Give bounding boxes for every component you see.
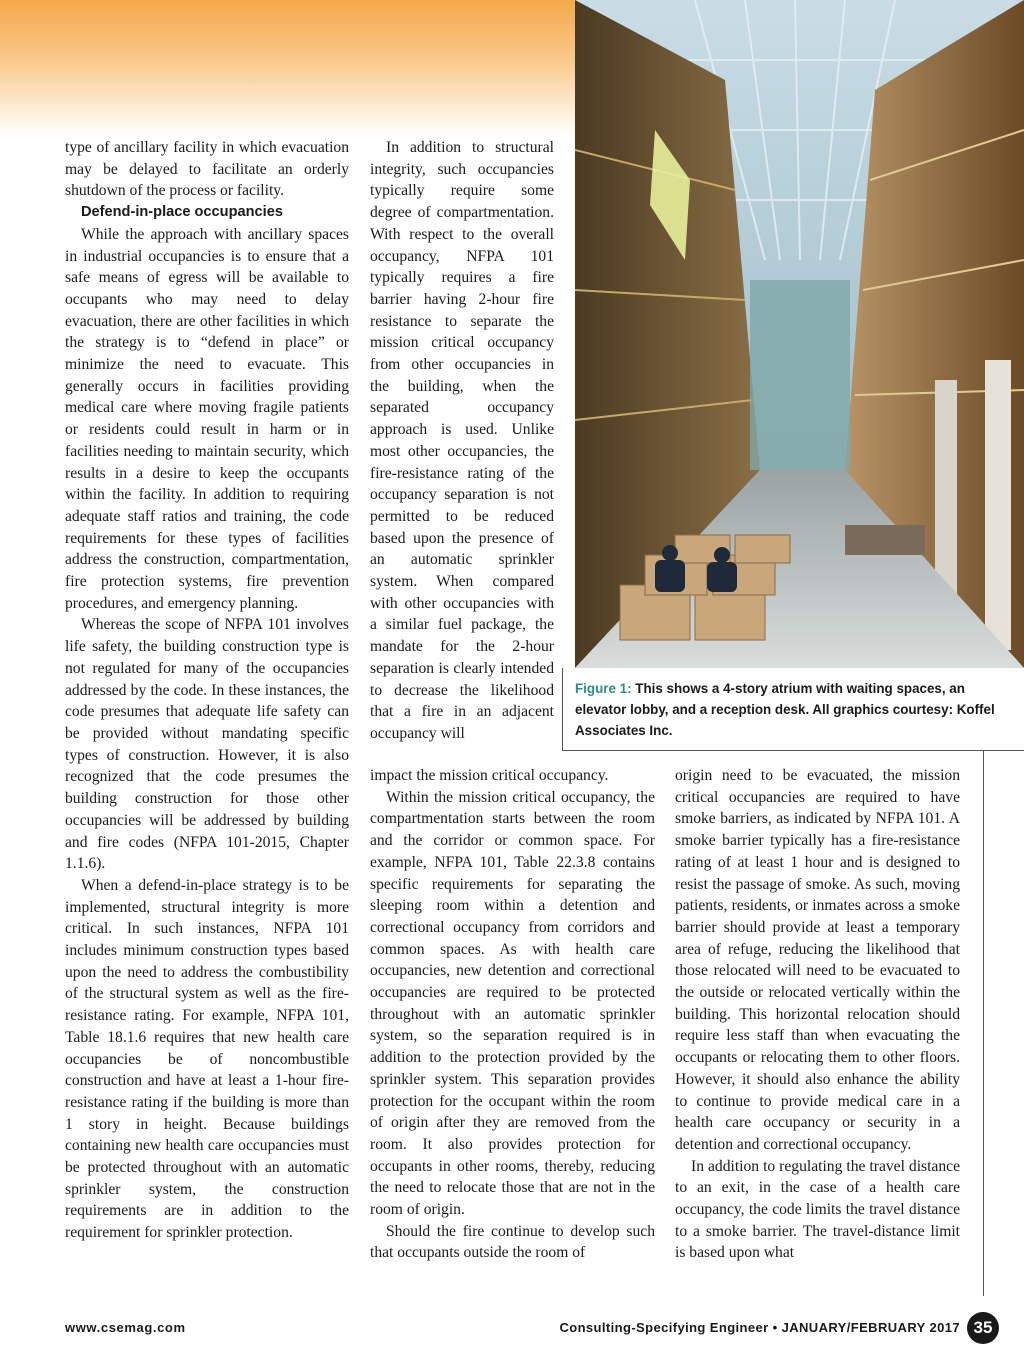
- article-column-3: [675, 765, 960, 1264]
- section-subhead: Defend-in-place occupancies: [81, 204, 283, 221]
- caption-divider: [562, 750, 1024, 751]
- body-paragraph: Within the mission critical occupancy, the compartmentation starts between the room and the corridor or common space. For example, NFPA 101, Table 22.3.8 contains specific requirements for separating the sleeping room within a detention and correctional occupancy from corridors and common spaces. As with health care occupancies, new detention and correctional occupancies are required to be protected throughout with an automatic sprinkler system, so the separation required is in addition to the protection provided by the sprinkler system. This separation provides protection for the occupant within the room of origin after they are removed from the room. It also provides protection for occupants in other rooms, thereby, reducing the need to relocate those that are not in the room of origin.: [370, 788, 655, 1219]
- body-paragraph: Whereas the scope of NFPA 101 involves life safety, the building construction type is not regulated for many of the occupancies addressed by the code. In these instances, the code presumes that adequate life safety can be provided without mandating specific types of construction. However, it is also recognized that the code presumes the building construction for those other occupancies will be addressed by building and fire codes (NFPA 101-2015, Chapter 1.1.6).: [65, 616, 349, 873]
- caption-divider-vertical: [562, 668, 563, 751]
- column-divider-right: [983, 751, 984, 1296]
- footer-publication: Consulting-Specifying Engineer • JANUARY/FEBRUARY 2017: [559, 1320, 960, 1335]
- footer-website: www.csemag.com: [65, 1320, 186, 1335]
- body-paragraph: In addition to structural integrity, such occupancies typically require some degree of compartmentation. With respect to the overall occupancy, NFPA 101 typically requires a fire barrier having 2-hour fire resistance to separate the mission critical occupancy from other occupancies in the building, when the separated occupancy approach is used. Unlike most other occupancies, the fire-resistance rating of the occupancy separation is not permitted to be reduced based upon the presence of an automatic sprinkler system. When compared with other occupancies with a similar fuel package, the mandate for the 2-hour separation is clearly intended to decrease the likelihood that a fire in an adjacent occupancy will: [370, 139, 554, 742]
- page-number-badge: 35: [967, 1312, 999, 1344]
- body-paragraph-continued: impact the mission critical occupancy.: [370, 767, 609, 784]
- article-column-2-top: [370, 137, 554, 745]
- body-paragraph: In addition to regulating the travel distance to an exit, in the case of a health care occupancy, the code limits the travel distance to a smoke barrier. The travel-distance limit is based upon what: [675, 1157, 960, 1262]
- atrium-photo: [575, 0, 1024, 668]
- body-paragraph: When a defend-in-place strategy is to be implemented, structural integrity is more critical. In such instances, NFPA 101 includes minimum construction types based upon the need to address the combustibility of the structural system as well as the fire-resistance rating. For example, NFPA 101, Table 18.1.6 requires that new health care occupancies be of noncombustible construction and have at least a 1-hour fire-resistance rating if the building is more than 1 story in height. Because buildings containing new health care occupancies must be protected throughout with an automatic sprinkler system, the construction requirements are in addition to the requirement for sprinkler protection.: [65, 876, 349, 1242]
- intro-paragraph: type of ancillary facility in which evacuation may be delayed to facilitate an orderly shutdown of the process or facility.: [65, 139, 349, 200]
- body-paragraph: While the approach with ancillary spaces in industrial occupancies is to ensure that a safe means of egress will be available to occupants who may need to delay evacuation, there are other facilities in which the strategy is to “defend in place” or minimize the need to evacuate. This generally occurs in facilities providing medical care where moving fragile patients or residents could result in harm or in facilities needing to maintain security, which results in a desire to keep the occupants within the facility. In addition to requiring adequate staff ratios and training, the code requirements for these types of facilities address the construction, compartmentation, fire protection systems, fire prevention procedures, and emergency planning.: [65, 225, 349, 612]
- atrium-illustration: [575, 0, 1024, 668]
- article-column-1: [65, 137, 349, 1244]
- header-gradient-band: [0, 0, 575, 135]
- figure-label: Figure 1:: [575, 681, 632, 696]
- figure-caption: [575, 678, 1005, 741]
- article-column-2-bottom: [370, 765, 655, 1264]
- body-paragraph-continued: origin need to be evacuated, the mission critical occupancies are required to have smoke barriers, as indicated by NFPA 101. A smoke barrier typically has a fire-resistance rating of at least 1 hour and is designed to resist the passage of smoke. As such, moving patients, residents, or inmates across a smoke barrier should provide at least a temporary area of refuge, reducing the likelihood that those relocated will need to be evacuated to the outside or relocated vertically within the building. This horizontal relocation should require less staff than when evacuating the occupants or relocating them to other floors. However, it should also enhance the ability to continue to provide medical care in a health care occupancy or security in a detention and correctional occupancy.: [675, 767, 960, 1153]
- body-paragraph: Should the fire continue to develop such that occupants outside the room of: [370, 1222, 655, 1262]
- figure-caption-text: This shows a 4-story atrium with waiting spaces, an elevator lobby, and a reception desk. All graphics courtesy: Koffel Associates Inc.: [575, 681, 995, 738]
